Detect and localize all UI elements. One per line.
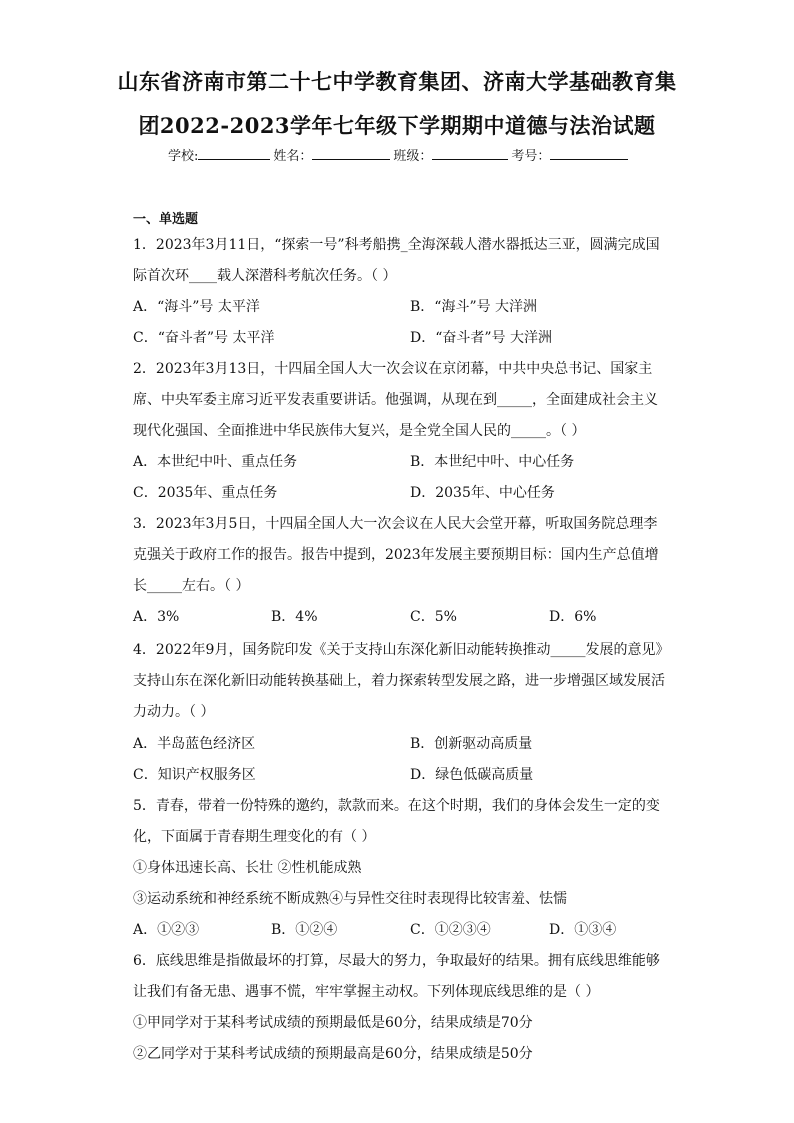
school-blank <box>198 147 270 160</box>
school-label: 学校: <box>168 149 199 164</box>
option-d: D．绿色低碳高质量 <box>410 767 534 783</box>
name-label: 姓名： <box>273 149 313 164</box>
question-text: 席、中央军委主席习近平发表重要讲话。他强调，从现在到_____，全面建成社会主义 <box>133 392 658 408</box>
question-text: 长_____左右。（ ） <box>133 578 250 594</box>
exam-no-blank <box>550 147 628 160</box>
question-text: 2．2023年3月13日，十四届全国人大一次会议在京闭幕，中共中央总书记、国家主 <box>133 361 653 377</box>
question-text: 化，下面属于青春期生理变化的有（ ） <box>133 829 376 845</box>
option-a: A．本世纪中叶、重点任务 <box>133 454 298 470</box>
option-c: C．“奋斗者”号 太平洋 <box>133 330 275 346</box>
option-c: C．2035年、重点任务 <box>133 485 278 501</box>
question-text: 现代化强国、全面推进中华民族伟大复兴，是全党全国人民的_____。（ ） <box>133 423 586 439</box>
statement-text: ①甲同学对于某科考试成绩的预期最低是60分，结果成绩是70分 <box>133 1015 533 1031</box>
option-c: C．知识产权服务区 <box>133 767 256 783</box>
question-text: 3．2023年3月5日，十四届全国人大一次会议在人民大会堂开幕，听取国务院总理李 <box>133 516 658 532</box>
option-b: B．①②④ <box>271 922 338 938</box>
page-title-line-2: 团2022-2023学年七年级下学期期中道德与法治试题 <box>138 113 656 138</box>
option-a: A．“海斗”号 太平洋 <box>133 299 260 315</box>
option-c: C．①②③④ <box>410 922 491 938</box>
section-title: 一、单选题 <box>133 212 199 227</box>
option-b: B．“海斗”号 大洋洲 <box>410 299 538 315</box>
exam-no-label: 考号： <box>511 149 551 164</box>
option-b: B．本世纪中叶、中心任务 <box>410 454 575 470</box>
statement-text: ①身体迅速长高、长壮 ②性机能成熟 <box>133 860 362 876</box>
question-text: 5．青春，带着一份特殊的邀约，款款而来。在这个时期，我们的身体会发生一定的变 <box>133 798 660 814</box>
option-c: C．5% <box>410 609 457 625</box>
option-b: B．创新驱动高质量 <box>410 736 533 752</box>
student-info-row <box>168 145 631 164</box>
question-text: 1．2023年3月11日，“探索一号”科考船携_全海深载人潜水器抵达三亚，圆满完成国 <box>133 237 660 253</box>
question-text: 际首次环____载人深潜科考航次任务。（ ） <box>133 268 397 284</box>
question-text: 力动力。（ ） <box>133 704 215 720</box>
option-a: A．3% <box>133 609 180 625</box>
statement-text: ③运动系统和神经系统不断成熟④与异性交往时表现得比较害羞、怯懦 <box>133 891 567 907</box>
question-text: 克强关于政府工作的报告。报告中提到，2023年发展主要预期目标：国内生产总值增 <box>133 547 659 563</box>
question-text: 6．底线思维是指做最坏的打算，尽最大的努力，争取最好的结果。拥有底线思维能够 <box>133 953 660 969</box>
option-d: D．6% <box>549 609 597 625</box>
option-a: A．①②③ <box>133 922 200 938</box>
option-d: D．“奋斗者”号 大洋洲 <box>410 330 552 346</box>
question-text: 4．2022年9月，国务院印发《关于支持山东深化新旧动能转换推动_____发展的意见》 <box>133 642 670 658</box>
class-blank <box>432 147 508 160</box>
question-text: 让我们有备无患、遇事不慌，牢牢掌握主动权。下列体现底线思维的是（ ） <box>133 984 600 1000</box>
name-blank <box>312 147 390 160</box>
option-b: B．4% <box>271 609 318 625</box>
question-text: 支持山东在深化新旧动能转换基础上，着力探索转型发展之路，进一步增强区域发展活 <box>133 673 665 689</box>
option-d: D．2035年、中心任务 <box>410 485 555 501</box>
option-d: D．①③④ <box>549 922 617 938</box>
page-title-line-1: 山东省济南市第二十七中学教育集团、济南大学基础教育集 <box>117 69 677 94</box>
statement-text: ②乙同学对于某科考试成绩的预期最高是60分，结果成绩是50分 <box>133 1046 533 1062</box>
option-a: A．半岛蓝色经济区 <box>133 736 256 752</box>
class-label: 班级： <box>393 149 433 164</box>
